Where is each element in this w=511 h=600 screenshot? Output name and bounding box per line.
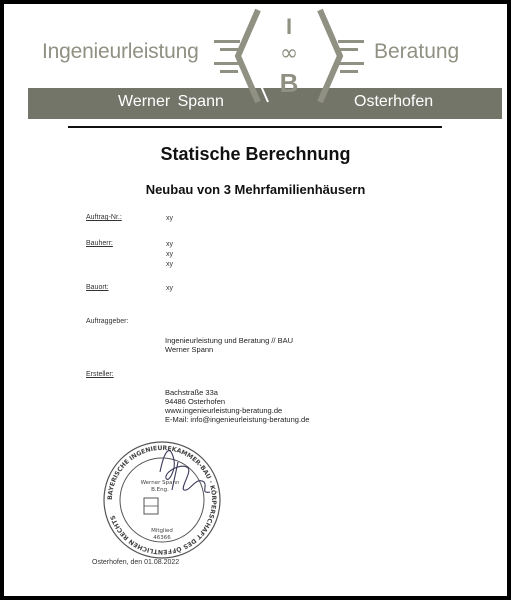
bauort-label: Bauort: <box>86 284 109 291</box>
company-name-right: Beratung <box>374 40 460 63</box>
auftraggeber-line-2: Werner Spann <box>165 345 214 354</box>
company-logo <box>204 4 374 124</box>
owner-name: Werner Spann <box>118 93 224 110</box>
auftraggeber-label: Auftraggeber: <box>86 318 129 325</box>
ersteller-line-2: 94486 Osterhofen <box>165 397 226 406</box>
ersteller-website: www.ingenieurleistung-beratung.de <box>165 406 283 415</box>
bauherr-label: Bauherr: <box>86 240 113 247</box>
bauherr-value-3: xy <box>166 261 173 268</box>
auftrag-value: xy <box>166 215 173 222</box>
document-title: Statische Berechnung <box>160 144 351 164</box>
place-and-date: Osterhofen, den 01.08.2022 <box>92 559 180 566</box>
engineer-stamp-seal <box>92 432 232 567</box>
document-page <box>4 4 507 596</box>
logo-letter-b: B <box>279 68 299 98</box>
ersteller-line-1: Bachstraße 33a <box>165 388 218 397</box>
ersteller-email: E-Mail: info@ingenieurleistung-beratung.de <box>165 415 310 424</box>
stamp-degree: B.Eng. <box>151 487 169 493</box>
owner-city: Osterhofen <box>354 93 434 110</box>
ersteller-label: Ersteller: <box>86 371 114 378</box>
bauherr-value-1: xy <box>166 241 173 248</box>
bauort-value: xy <box>166 285 173 292</box>
bauherr-value-2: xy <box>166 251 173 258</box>
auftrag-label: Auftrag-Nr.: <box>86 214 122 221</box>
logo-infinity: ∞ <box>279 41 299 66</box>
company-name-left: Ingenieurleistung <box>42 40 199 63</box>
stamp-number: 46366 <box>153 535 171 541</box>
auftraggeber-line-1: Ingenieurleistung und Beratung // BAU <box>165 336 294 345</box>
stamp-ring-text: BAYERISCHE INGENIEUREKAMMER-BAU · KÖRPERSCHAFT DES ÖFFENTLICHEN RECHTS <box>106 444 218 556</box>
logo-letter-i: I <box>285 14 293 39</box>
stamp-mitglied: Mitglied <box>151 528 173 534</box>
stamp-name: Werner Spann <box>140 480 180 486</box>
document-subtitle: Neubau von 3 Mehrfamilienhäusern <box>145 182 366 197</box>
header-divider <box>68 126 442 128</box>
